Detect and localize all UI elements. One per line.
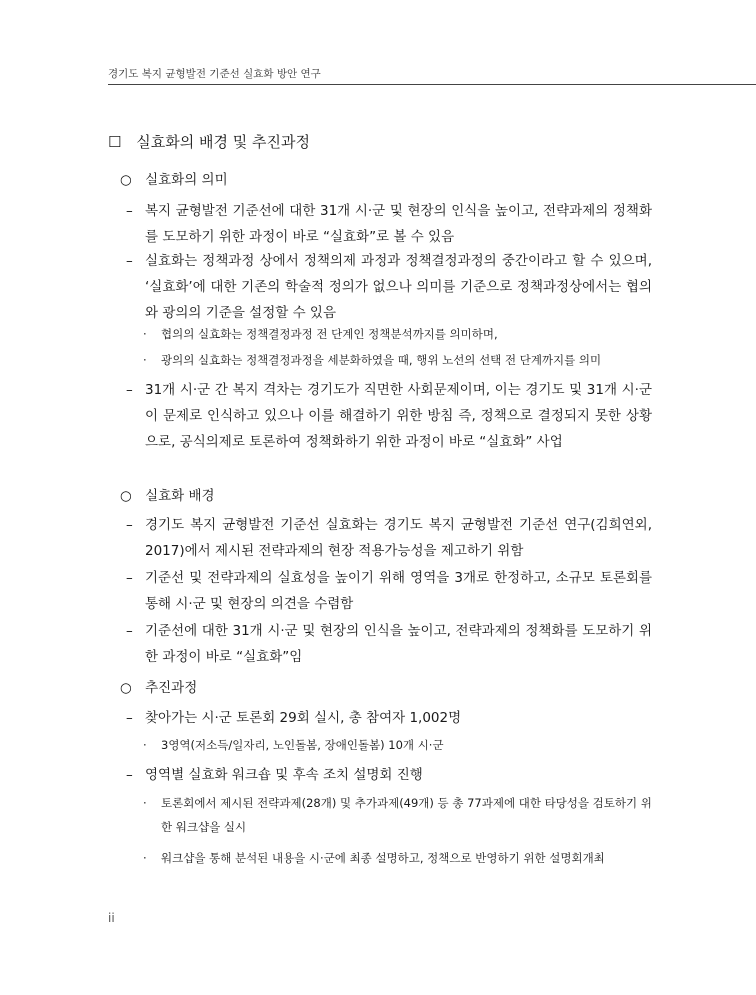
list-item bbox=[126, 618, 652, 670]
dot-bullet: · bbox=[143, 851, 147, 865]
dash-bullet: – bbox=[126, 710, 133, 726]
list-item bbox=[126, 198, 652, 250]
dash-bullet: – bbox=[126, 203, 133, 219]
list-item bbox=[126, 762, 652, 788]
subsection-title: 추진과정 bbox=[145, 680, 198, 696]
list-item-text: 실효화는 정책과정 상에서 정책의제 과정과 정책결정과정의 중간이라고 할 수 있으며, ‘실효화’에 대한 기존의 학술적 정의가 없으나 의미를 기준으로 정책과정상에서는 협의와 광의의 기준을 설정할 수 있음 bbox=[145, 253, 652, 321]
dash-bullet: – bbox=[126, 253, 133, 269]
dot-bullet: · bbox=[143, 796, 147, 810]
sub-list-item-text: 토론회에서 제시된 전략과제(28개) 및 추가과제(49개) 등 총 77과제에 대한 타당성을 검토하기 위한 워크샵을 실시 bbox=[161, 796, 652, 834]
sub-list-item bbox=[143, 846, 652, 870]
subsection-title: 실효화 배경 bbox=[145, 488, 215, 504]
circle-bullet-icon: ○ bbox=[120, 488, 132, 504]
list-item bbox=[126, 377, 652, 455]
list-item bbox=[126, 512, 652, 564]
sub-list-item-text: 3영역(저소득/일자리, 노인돌봄, 장애인돌봄) 10개 시·군 bbox=[161, 738, 444, 752]
list-item-text: 복지 균형발전 기준선에 대한 31개 시·군 및 현장의 인식을 높이고, 전략과제의 정책화를 도모하기 위한 과정이 바로 “실효화”로 볼 수 있음 bbox=[145, 203, 652, 245]
dash-bullet: – bbox=[126, 623, 133, 639]
sub-list-item bbox=[143, 791, 652, 839]
list-item-text: 영역별 실효화 워크숍 및 후속 조치 설명회 진행 bbox=[145, 767, 423, 783]
sub-list-item bbox=[143, 733, 652, 757]
list-item bbox=[126, 248, 652, 326]
list-item-text: 기준선에 대한 31개 시·군 및 현장의 인식을 높이고, 전략과제의 정책화를 도모하기 위한 과정이 바로 “실효화”임 bbox=[145, 623, 652, 665]
subsection-meaning-heading bbox=[120, 168, 228, 188]
list-item-text: 경기도 복지 균형발전 기준선 실효화는 경기도 복지 균형발전 기준선 연구(김희연외, 2017)에서 제시된 전략과제의 현장 적용가능성을 제고하기 위함 bbox=[145, 517, 652, 559]
page-number: ii bbox=[108, 911, 115, 925]
section-heading bbox=[108, 131, 310, 152]
running-header: 경기도 복지 균형발전 기준선 실효화 방안 연구 bbox=[108, 68, 321, 80]
dash-bullet: – bbox=[126, 517, 133, 533]
sub-list-item bbox=[143, 348, 652, 372]
subsection-process-heading bbox=[120, 676, 197, 696]
section-title-text: 실효화의 배경 및 추진과정 bbox=[136, 133, 310, 151]
list-item-text: 31개 시·군 간 복지 격차는 경기도가 직면한 사회문제이며, 이는 경기도 및 31개 시·군이 문제로 인식하고 있으나 이를 해결하기 위한 방침 즉, 정책으로 결정되지 못한 상황으로, 공식의제로 토론하여 정책화하기 위한 과정이 바로 “실효화” 사업 bbox=[145, 382, 652, 450]
circle-bullet-icon: ○ bbox=[120, 680, 132, 696]
subsection-title: 실효화의 의미 bbox=[145, 172, 228, 188]
dot-bullet: · bbox=[143, 327, 147, 341]
circle-bullet-icon: ○ bbox=[120, 172, 132, 188]
dash-bullet: – bbox=[126, 382, 133, 398]
sub-list-item-text: 협의의 실효화는 정책결정과정 전 단계인 정책분석까지를 의미하며, bbox=[161, 327, 498, 341]
list-item-text: 기준선 및 전략과제의 실효성을 높이기 위해 영역을 3개로 한정하고, 소규모 토론회를 통해 시·군 및 현장의 의견을 수렴함 bbox=[145, 570, 652, 612]
list-item-text: 찾아가는 시·군 토론회 29회 실시, 총 참여자 1,002명 bbox=[145, 710, 462, 726]
subsection-background-heading bbox=[120, 484, 215, 504]
list-item bbox=[126, 705, 652, 731]
sub-list-item-text: 워크샵을 통해 분석된 내용을 시·군에 최종 설명하고, 정책으로 반영하기 위한 설명회개최 bbox=[161, 851, 605, 865]
dash-bullet: – bbox=[126, 570, 133, 586]
list-item bbox=[126, 565, 652, 617]
header-divider bbox=[108, 84, 756, 85]
sub-list-item bbox=[143, 322, 652, 346]
dot-bullet: · bbox=[143, 353, 147, 367]
dot-bullet: · bbox=[143, 738, 147, 752]
dash-bullet: – bbox=[126, 767, 133, 783]
sub-list-item-text: 광의의 실효화는 정책결정과정을 세분화하였을 때, 행위 노선의 선택 전 단계까지를 의미 bbox=[161, 353, 602, 367]
checkbox-square-icon: ☐ bbox=[108, 133, 122, 151]
